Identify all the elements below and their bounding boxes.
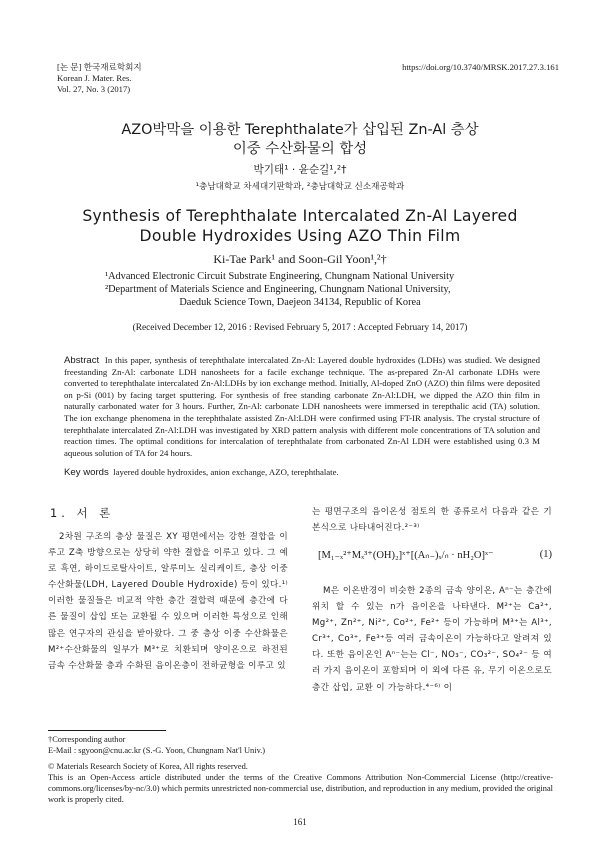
journal-header [57, 62, 142, 95]
intro-paragraph-right-2: M은 이온반경이 비슷한 2종의 금속 양이온, Aⁿ⁻는 층간에 위치 할 수 있는 n가 음이온을 나타낸다. M²⁺는 Ca²⁺, Mg²⁺, Zn²⁺, Ni²⁺, Co²⁺, Fe²⁺ 등이 가능하며 M³⁺는 Al³⁺, Cr³⁺, Co³⁺, Fe³⁺등 여러 금속이온이 가능하다고 알려져 있다. 또한 음이온인 Aⁿ⁻는는 Cl⁻, NO₃⁻, CO₃²⁻, SO₄²⁻ 등 여러 가지 음이온이 포함되며 이 외에 다른 유, 무기 이온으로도 층간 삽입, 교환 이 가능하다.⁴⁻⁶⁾ 이 [312, 586, 552, 693]
abstract [64, 355, 540, 459]
intro-paragraph-right-1: 는 평면구조의 음이온성 점토의 한 종류로서 다음과 같은 기본식으로 나타내어진다.²⁻³⁾ [312, 507, 552, 534]
title-kr-line1: AZO박막을 이용한 Terephthalate가 삽입된 Zn-Al 층상 [121, 122, 479, 138]
affiliation-1: ¹Advanced Electronic Circuit Substrate Engineering, Chungnam National University [105, 271, 455, 282]
journal-name-kr: [논 문] 한국재료학회지 [57, 62, 142, 72]
affiliation-3: Daeduk Science Town, Daejeon 34134, Republic of Korea [179, 297, 421, 309]
title-kr-line2: 이중 수산화물의 합성 [232, 141, 368, 157]
keywords [64, 467, 540, 479]
footnote-rule [48, 730, 166, 731]
abstract-text: In this paper, synthesis of terephthalate intercalated Zn-Al: Layered double hydroxides (LDHs) was studied. We designed freestanding Zn-Al: carbonate LDH nanosheets for a facile exchange technique. The as-prepared Zn-Al carbonate LDHs were converted to terephthalate intercalated Zn-Al:LDHs by ion exchange method. Initially, Al-doped ZnO (AZO) thin films were deposited on p-Si (001) by facing target sputtering. For synthesis of free standing carbonate Zn-Al:LDH, we dipped the AZO thin film in naturally carbonated water for 3 hours. Further, Zn-Al: carbonate LDH nanosheets were immersed in terepthalic acid (TA) solution. The ion exchange phenomena in the terephthalate assisted Zn-Al:LDH were confirmed using FT-IR analysis. The crystal structure of terephthalate intercalated Zn-Al:LDH was investigated by XRD pattern analysis with different mole concentrations of TA solution and reaction times. The optimal conditions for intercalation of terephthalate from carbonated Zn-Al LDH were established using 0.3 M aqueous solution of TA for 24 hours. [64, 355, 540, 458]
journal-name-en: Korean J. Mater. Res. [57, 73, 132, 83]
affiliations-en [105, 270, 525, 310]
footnotes [48, 734, 553, 805]
author-email[interactable]: E-Mail : sgyoon@cnu.ac.kr (S.-G. Yoon, Chungnam Nat'l Univ.) [48, 746, 266, 755]
title-en-line2: Double Hydroxides Using AZO Thin Film [139, 227, 461, 245]
intro-paragraph-left: 2차원 구조의 층상 물질은 XY 평면에서는 강한 결합을 이루고 Z축 방향으로는 상당히 약한 결합을 이루고 있다. 그 예로 흑연, 하이드로탈사이트, 알루미노 실리케이트, 층상 이중 수산화물(LDH, Layered Double Hydroxide) 등이 있다.¹⁾ 이러한 물질들은 비교적 약한 층간 결합력 때문에 층간에 다른 물질이 삽입 또는 교환될 수 있으며 이러한 특성으로 인해 많은 연구자의 관심을 받아왔다. 그 중 층상 이중 수산화물은 M²⁺수산화물의 일부가 M³⁺로 치환되며 양이온으로 하전된 금속 수산화물 층과 수화된 음이온층이 전하균형을 이루고 있 [48, 532, 288, 671]
affiliations-kr: ¹충남대학교 차세대기판학과, ²충남대학교 신소재공학과 [195, 182, 405, 192]
journal-volume: Vol. 27, No. 3 (2017) [57, 84, 131, 94]
received-dates: (Received December 12, 2016 : Revised February 5, 2017 : Accepted February 14, 2017) [132, 323, 468, 333]
copyright-notice: © Materials Research Society of Korea, All rights reserved. [48, 762, 248, 771]
section-title: 서 론 [76, 506, 115, 520]
doi-link[interactable]: https://doi.org/10.3740/MRSK.2017.27.3.161 [402, 62, 559, 72]
section-heading [50, 505, 114, 521]
authors-kr: 박기태¹ · 윤순길¹,²† [253, 164, 347, 176]
authors-en: Ki-Tae Park¹ and Soon-Gil Yoon¹,²† [213, 252, 387, 266]
corresponding-author: †Corresponding author [48, 735, 126, 744]
license-notice: This is an Open-Access article distributed under the terms of the Creative Commons Attribution Non-Commercial License (http://creative-commons.org/licenses/by-nc/3.0) which permits unrestricted non-commercial use, distribution, and reproduction in any medium, provided the original work is properly cited. [48, 773, 553, 804]
section-number: 1. [50, 506, 69, 520]
abstract-label: Abstract [64, 355, 100, 366]
keywords-label: Key words [64, 467, 109, 478]
affiliation-2: ²Department of Materials Science and Engineering, Chungnam National University, [105, 284, 451, 296]
page-number: 161 [293, 817, 307, 827]
equation-formula: [M₁₋ₓ²⁺Mₓ³⁺(OH)₂]ˣ⁺[(Aₙ₋)ₓ/ₙ · nH₂O]ˣ⁻ [318, 550, 494, 561]
title-en-line1: Synthesis of Terephthalate Intercalated Zn-Al Layered [82, 207, 518, 225]
keywords-text: layered double hydroxides, anion exchange, AZO, terephthalate. [113, 467, 339, 477]
equation-1 [318, 549, 552, 561]
equation-number: (1) [539, 549, 552, 560]
